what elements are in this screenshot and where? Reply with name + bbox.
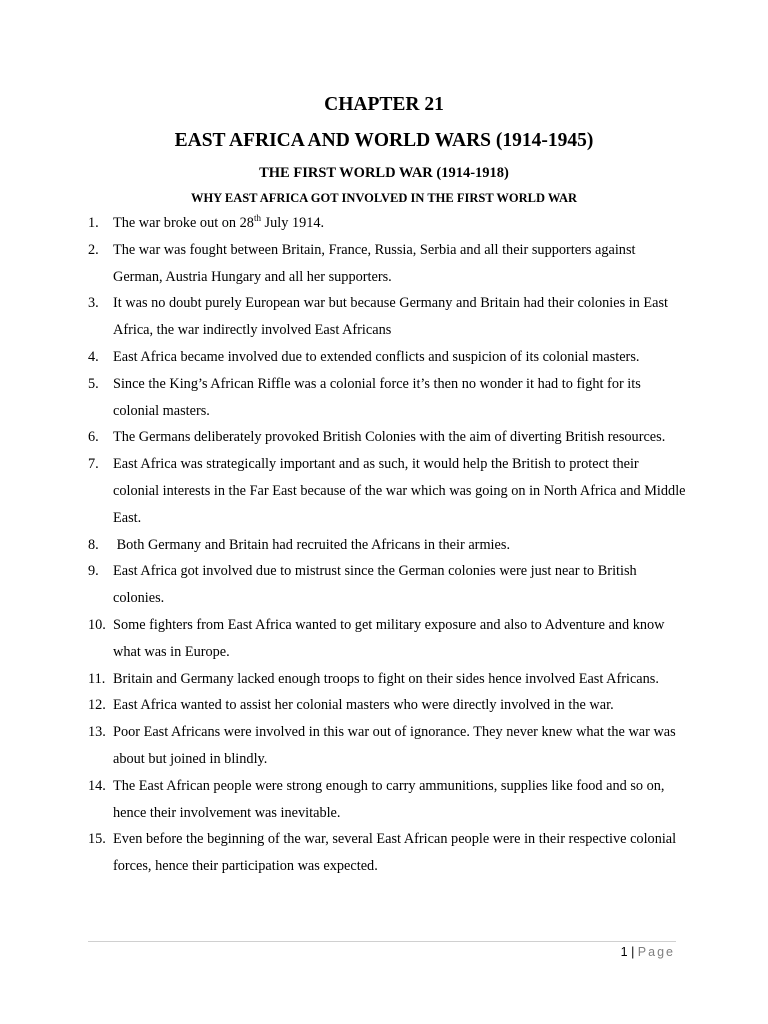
list-item-text: The Germans deliberately provoked British Colonies with the aim of diverting British resources. [113, 429, 666, 446]
list-item-text: East Africa wanted to assist her colonial masters who were directly involved in the war. [113, 697, 614, 714]
list-item-text: Since the King’s African Riffle was a colonial force it’s then no wonder it had to fight for its colonial masters. [113, 375, 641, 419]
list-item-number: 9. [88, 563, 99, 580]
page-label: Page [637, 945, 675, 959]
list-item-text: The East African people were strong enough to carry ammunitions, supplies like food and so on, hence their involvement was inevitable. [113, 777, 665, 821]
list-item [88, 666, 688, 693]
list-item-number: 13. [88, 724, 106, 741]
footer-separator: | [631, 945, 635, 959]
list-item-number: 2. [88, 241, 99, 258]
list-item-text: East Africa was strategically important and as such, it would help the British to protect their colonial interests in the Far East because of the war which was going on in North Africa and Middle East. [113, 456, 686, 526]
list-item [88, 826, 688, 880]
list-item-number: 4. [88, 348, 99, 365]
reasons-list [88, 210, 688, 880]
subsection-heading: WHY EAST AFRICA GOT INVOLVED IN THE FIRST WORLD WAR [190, 191, 578, 205]
list-item [88, 344, 688, 371]
list-item [88, 424, 688, 451]
list-item-text: Some fighters from East Africa wanted to get military exposure and also to Adventure and know what was in Europe. [113, 616, 665, 660]
list-item [88, 290, 688, 344]
list-item [88, 612, 688, 666]
list-item [88, 532, 688, 559]
ordinal-superscript: th [253, 213, 261, 224]
list-item [88, 237, 688, 291]
list-item-number: 7. [88, 456, 99, 473]
list-item-number: 15. [88, 831, 106, 848]
list-item-text: It was no doubt purely European war but because Germany and Britain had their colonies in East Africa, the war indirectly involved East Africans [113, 295, 669, 339]
page-footer [621, 943, 675, 961]
list-item-text: The war broke out on 28th July 1914. [113, 213, 325, 231]
list-item-number: 10. [88, 616, 106, 633]
list-item-text: East Africa became involved due to extended conflicts and suspicion of its colonial masters. [113, 348, 640, 365]
list-item [88, 451, 688, 531]
list-item [88, 210, 688, 237]
list-item-number: 3. [88, 295, 99, 312]
page-number: 1 [620, 945, 628, 959]
list-item-text: Britain and Germany lacked enough troops to fight on their sides hence involved East Africans. [113, 670, 659, 687]
list-item-number: 14. [88, 777, 106, 794]
footer-divider [88, 941, 676, 942]
list-item [88, 692, 688, 719]
list-item [88, 558, 688, 612]
list-item-text: Even before the beginning of the war, several East African people were in their respective colonial forces, hence their participation was expected. [113, 831, 677, 875]
chapter-title: EAST AFRICA AND WORLD WARS (1914-1945) [174, 130, 594, 151]
list-item-number: 8. [88, 536, 99, 553]
list-item [88, 371, 688, 425]
list-item-text: Poor East Africans were involved in this war out of ignorance. They never knew what the war was about but joined in blindly. [113, 724, 676, 767]
list-item-number: 11. [88, 670, 106, 687]
list-item-text: The war was fought between Britain, France, Russia, Serbia and all their supporters against German, Austria Hungary and all her supporters. [113, 241, 636, 285]
list-item-number: 6. [88, 429, 99, 446]
chapter-heading: CHAPTER 21 [324, 94, 444, 115]
list-item-number: 1. [88, 215, 99, 231]
section-title: THE FIRST WORLD WAR (1914-1918) [259, 165, 509, 181]
list-item-number: 5. [88, 375, 99, 392]
list-item-text: Both Germany and Britain had recruited the Africans in their armies. [113, 536, 511, 553]
list-item [88, 719, 688, 773]
list-item [88, 773, 688, 827]
list-item-text: East Africa got involved due to mistrust since the German colonies were just near to British colonies. [113, 563, 637, 607]
list-item-number: 12. [88, 697, 106, 714]
